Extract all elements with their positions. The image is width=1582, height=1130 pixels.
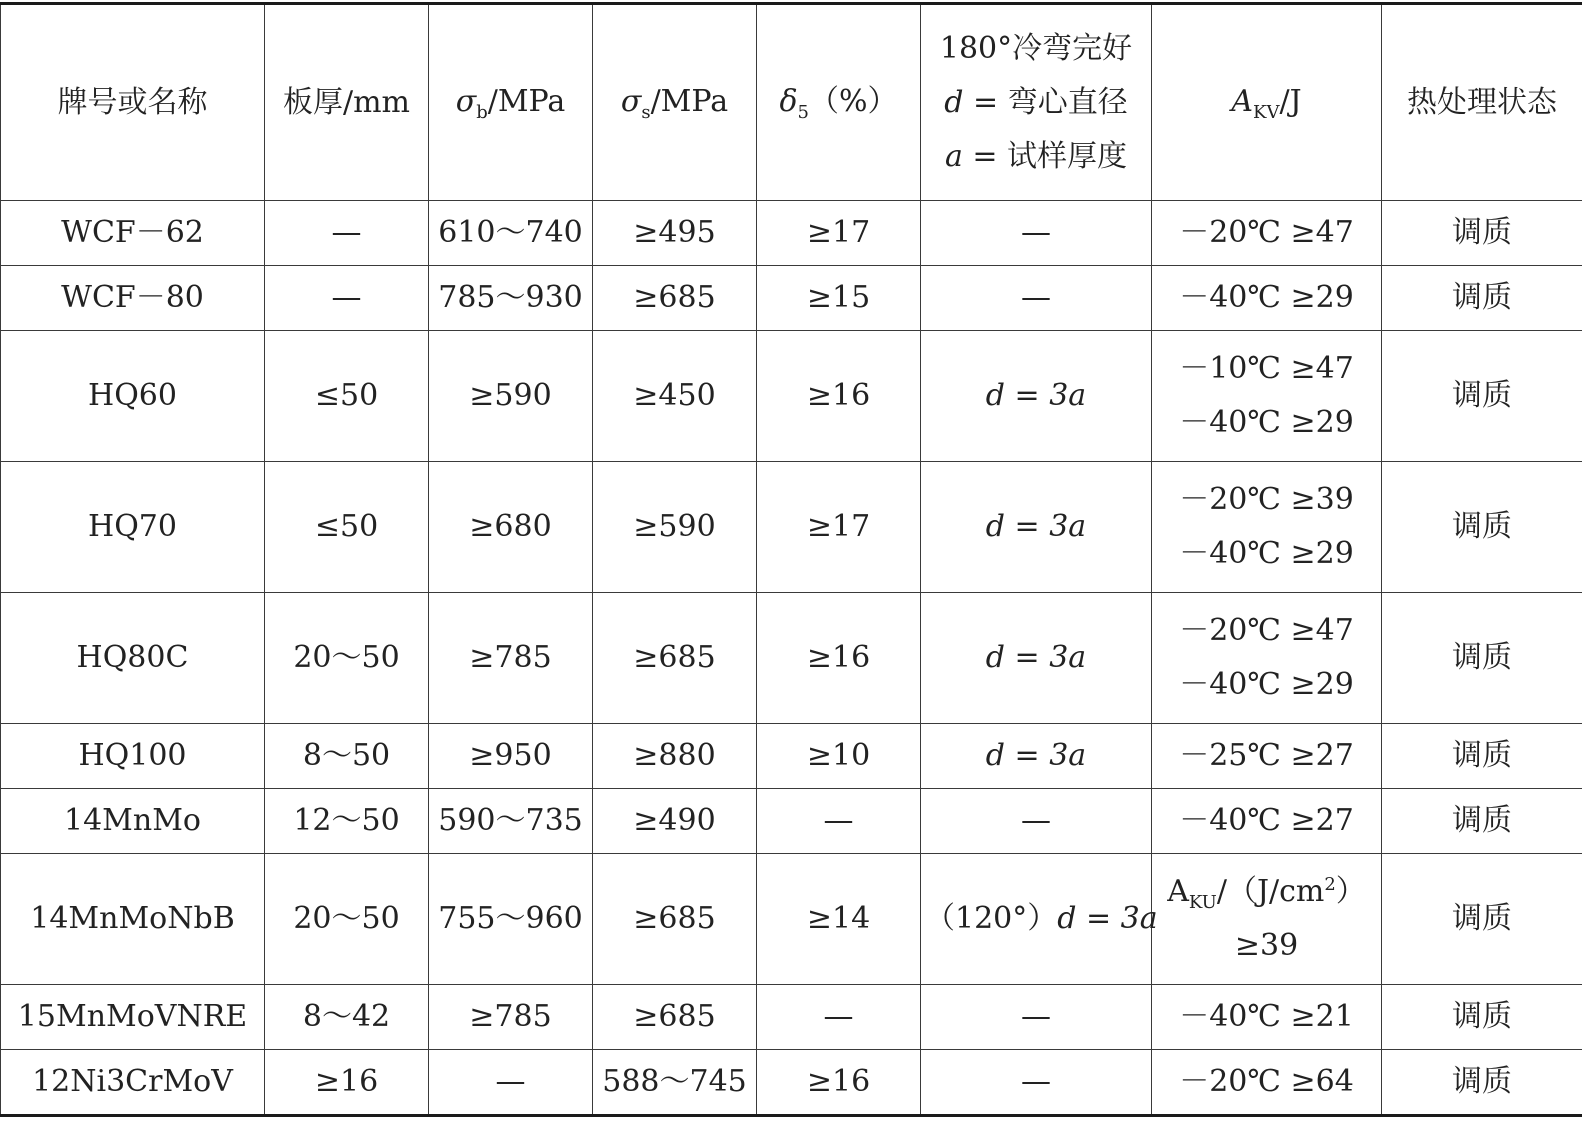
header-heat-treatment: 热处理状态 xyxy=(1382,4,1582,201)
cell-akv: －40℃ ≥21 xyxy=(1152,985,1382,1050)
delta-subscript: 5 xyxy=(797,102,809,124)
cell-thickness: 20～50 xyxy=(265,854,429,985)
cell-sigma-b: 610～740 xyxy=(429,201,593,266)
cell-aku xyxy=(1152,854,1382,985)
cell-delta: ≥16 xyxy=(757,1050,921,1116)
cell-sigma-b: 755～960 xyxy=(429,854,593,985)
cell-heat: 调质 xyxy=(1382,593,1582,724)
akv-line2: －40℃ ≥29 xyxy=(1179,536,1354,571)
header-grade: 牌号或名称 xyxy=(1,4,265,201)
cell-delta: ≥16 xyxy=(757,593,921,724)
header-delta xyxy=(757,4,921,201)
table-row xyxy=(1,1050,1582,1116)
cell-akv: －40℃ ≥29 xyxy=(1152,266,1382,331)
aku-symbol: A xyxy=(1167,873,1189,909)
akv-line2: －40℃ ≥29 xyxy=(1179,667,1354,702)
delta-symbol: δ xyxy=(779,84,798,120)
cell-thickness: 20～50 xyxy=(265,593,429,724)
cell-sigma-b: ≥680 xyxy=(429,462,593,593)
cell-sigma-s: ≥880 xyxy=(593,724,757,789)
sigma-b-unit: /MPa xyxy=(487,84,566,120)
cell-bend: d = 3a xyxy=(921,462,1152,593)
sigma-s-subscript: s xyxy=(641,102,651,124)
header-row xyxy=(1,4,1582,201)
akv-unit: /J xyxy=(1279,84,1302,120)
cell-bend: d = 3a xyxy=(921,724,1152,789)
cell-akv xyxy=(1152,462,1382,593)
header-sigma-s xyxy=(593,4,757,201)
header-sigma-b xyxy=(429,4,593,201)
table-row xyxy=(1,789,1582,854)
cell-thickness: 8～42 xyxy=(265,985,429,1050)
table-row xyxy=(1,593,1582,724)
cell-delta: ≥16 xyxy=(757,331,921,462)
akv-line2: －40℃ ≥29 xyxy=(1179,405,1354,440)
cell-bend: d = 3a xyxy=(921,331,1152,462)
cell-sigma-s: ≥495 xyxy=(593,201,757,266)
sigma-b-symbol: σ xyxy=(455,84,477,120)
table-row xyxy=(1,266,1582,331)
aku-unit-post: ） xyxy=(1335,873,1366,909)
cell-heat: 调质 xyxy=(1382,462,1582,593)
cell-sigma-b: ≥785 xyxy=(429,593,593,724)
cell-sigma-s: ≥685 xyxy=(593,266,757,331)
cell-thickness: — xyxy=(265,266,429,331)
cell-sigma-s: ≥685 xyxy=(593,854,757,985)
cell-sigma-b: — xyxy=(429,1050,593,1116)
table-row xyxy=(1,331,1582,462)
cell-sigma-b: 590～735 xyxy=(429,789,593,854)
cell-akv: －20℃ ≥47 xyxy=(1152,201,1382,266)
cell-thickness: — xyxy=(265,201,429,266)
cell-sigma-b: 785～930 xyxy=(429,266,593,331)
cell-delta: — xyxy=(757,985,921,1050)
cell-akv: －40℃ ≥27 xyxy=(1152,789,1382,854)
cell-grade: WCF－62 xyxy=(1,201,265,266)
cell-grade: HQ80C xyxy=(1,593,265,724)
cell-heat: 调质 xyxy=(1382,854,1582,985)
cell-sigma-s: ≥490 xyxy=(593,789,757,854)
header-thickness: 板厚/mm xyxy=(265,4,429,201)
cell-bend: d = 3a xyxy=(921,593,1152,724)
cell-grade: HQ60 xyxy=(1,331,265,462)
cell-delta: ≥17 xyxy=(757,201,921,266)
cell-thickness: 8～50 xyxy=(265,724,429,789)
cell-bend: — xyxy=(921,266,1152,331)
sigma-b-subscript: b xyxy=(476,102,488,124)
cell-sigma-s: ≥590 xyxy=(593,462,757,593)
cell-akv xyxy=(1152,593,1382,724)
sigma-s-unit: /MPa xyxy=(650,84,729,120)
cell-bend: — xyxy=(921,985,1152,1050)
aku-superscript: 2 xyxy=(1324,873,1336,895)
cell-sigma-s: ≥685 xyxy=(593,593,757,724)
cell-bend: — xyxy=(921,201,1152,266)
delta-unit: （%） xyxy=(809,84,898,120)
cell-bend: — xyxy=(921,789,1152,854)
cell-bend: — xyxy=(921,1050,1152,1116)
cell-thickness: 12～50 xyxy=(265,789,429,854)
cell-thickness: ≤50 xyxy=(265,331,429,462)
bend-header-line1: 180°冷弯完好 xyxy=(939,30,1133,66)
akv-subscript: KV xyxy=(1253,102,1280,124)
cell-akv: －20℃ ≥64 xyxy=(1152,1050,1382,1116)
cell-heat: 调质 xyxy=(1382,985,1582,1050)
cell-grade: 14MnMoNbB xyxy=(1,854,265,985)
sigma-s-symbol: σ xyxy=(620,84,642,120)
cell-delta: — xyxy=(757,789,921,854)
cell-heat: 调质 xyxy=(1382,1050,1582,1116)
bend-formula: d = 3a xyxy=(1057,901,1158,936)
cell-grade: 14MnMo xyxy=(1,789,265,854)
bend-def-a: = 试样厚度 xyxy=(962,138,1128,174)
aku-subscript: KU xyxy=(1188,891,1217,913)
aku-value: ≥39 xyxy=(1234,928,1299,964)
bend-def-d: = 弯心直径 xyxy=(963,84,1128,120)
aku-label xyxy=(1156,865,1377,919)
cell-akv xyxy=(1152,331,1382,462)
header-bend xyxy=(921,4,1152,201)
bend-var-d: d xyxy=(944,84,964,120)
cell-thickness: ≤50 xyxy=(265,462,429,593)
cell-delta: ≥10 xyxy=(757,724,921,789)
cell-sigma-s: ≥450 xyxy=(593,331,757,462)
cell-grade: 15MnMoVNRE xyxy=(1,985,265,1050)
bend-header-line3 xyxy=(925,130,1147,184)
cell-sigma-s: 588～745 xyxy=(593,1050,757,1116)
table-row xyxy=(1,201,1582,266)
cell-delta: ≥17 xyxy=(757,462,921,593)
steel-properties-table xyxy=(0,2,1582,1117)
akv-line1: －20℃ ≥47 xyxy=(1179,613,1354,648)
table-row xyxy=(1,854,1582,985)
table-row xyxy=(1,724,1582,789)
bend-header-line2 xyxy=(925,76,1147,130)
aku-unit-pre: /（J/cm xyxy=(1216,873,1325,909)
cell-thickness: ≥16 xyxy=(265,1050,429,1116)
cell-heat: 调质 xyxy=(1382,266,1582,331)
cell-heat: 调质 xyxy=(1382,201,1582,266)
cell-heat: 调质 xyxy=(1382,724,1582,789)
cell-delta: ≥14 xyxy=(757,854,921,985)
cell-bend xyxy=(921,854,1158,985)
table-row xyxy=(1,462,1582,593)
cell-grade: 12Ni3CrMoV xyxy=(1,1050,265,1116)
cell-sigma-s: ≥685 xyxy=(593,985,757,1050)
akv-line1: －20℃ ≥39 xyxy=(1179,482,1354,517)
cell-akv: －25℃ ≥27 xyxy=(1152,724,1382,789)
cell-grade: HQ70 xyxy=(1,462,265,593)
cell-sigma-b: ≥590 xyxy=(429,331,593,462)
header-akv xyxy=(1152,4,1382,201)
cell-grade: WCF－80 xyxy=(1,266,265,331)
cell-heat: 调质 xyxy=(1382,331,1582,462)
cell-delta: ≥15 xyxy=(757,266,921,331)
cell-sigma-b: ≥785 xyxy=(429,985,593,1050)
bend-var-a: a xyxy=(944,138,963,174)
cell-grade: HQ100 xyxy=(1,724,265,789)
table-row xyxy=(1,985,1582,1050)
akv-line1: －10℃ ≥47 xyxy=(1179,351,1354,386)
cell-sigma-b: ≥950 xyxy=(429,724,593,789)
cell-heat: 调质 xyxy=(1382,789,1582,854)
akv-symbol: A xyxy=(1231,84,1254,120)
bend-angle-prefix: （120°） xyxy=(925,901,1058,936)
